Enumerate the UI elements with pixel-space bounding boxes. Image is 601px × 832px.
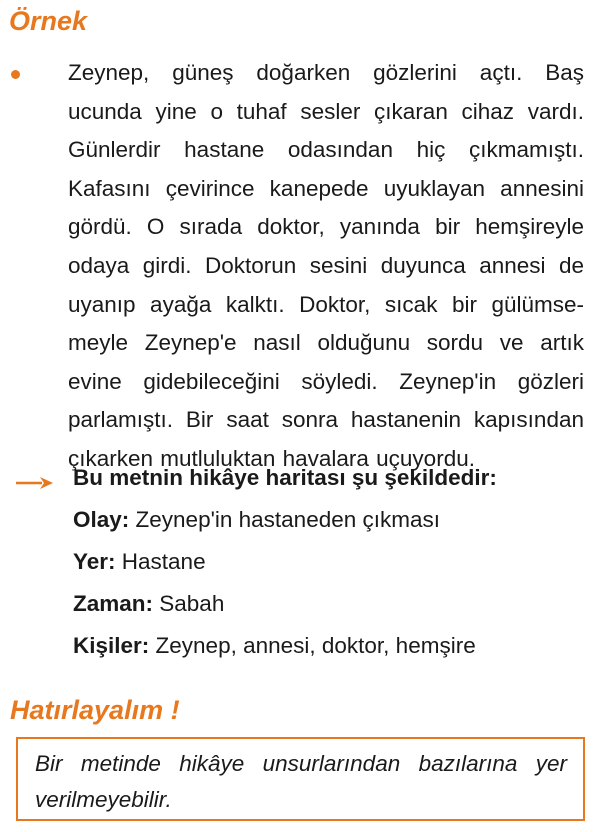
characters-value: Zeynep, annesi, doktor, hemşire <box>149 633 476 658</box>
remember-note-box <box>16 737 585 821</box>
story-map-title: Bu metnin hikâye haritası şu şekildedir: <box>73 465 497 490</box>
arrow-right-icon <box>16 476 54 490</box>
story-map <box>73 467 497 677</box>
time-label: Zaman: <box>73 591 154 616</box>
remember-note-text: Bir metinde hikâye unsurlarından bazılarına yer verilmeyebilir. <box>35 751 567 812</box>
event-value: Zeynep'in hastaneden çıkması <box>129 507 441 532</box>
event-label: Olay: <box>73 507 130 532</box>
story-map-row-event <box>73 509 497 551</box>
remember-heading: Hatırlayalım ! <box>10 695 180 725</box>
characters-label: Kişiler: <box>73 633 150 658</box>
story-map-row-time <box>73 593 497 635</box>
place-value: Hastane <box>115 549 206 574</box>
story-map-row-characters <box>73 635 497 677</box>
story-map-row-place <box>73 551 497 593</box>
example-paragraph: Zeynep, güneş doğarken gözlerini açtı. Baş ucunda yine o tuhaf sesler çıkaran cihaz vardı. Günlerdir hastane odasından hiç çıkmamıştı. Kafasını çevirince kanepede uyuklayan annesini gördü. O sırada doktor, yanında bir hemşireyle odaya girdi. Doktorun sesini duyunca annesi de uyanıp ayağa kalktı. Doktor, sıcak bir gülümse-meyle Zeynep'e nasıl olduğunu sordu ve artık evine gidebileceğini söyledi. Zeynep'in gözleri parlamıştı. Bir saat sonra hastanenin kapısından çıkarken mutluluktan havalara uçuyordu. <box>68 60 584 471</box>
time-value: Sabah <box>153 591 225 616</box>
bullet-dot-icon <box>11 70 20 79</box>
example-heading: Örnek <box>9 6 88 36</box>
place-label: Yer: <box>73 549 116 574</box>
